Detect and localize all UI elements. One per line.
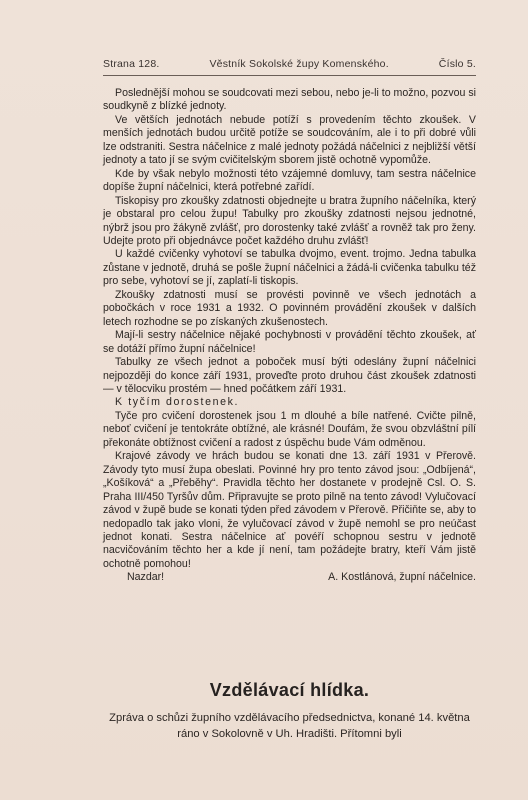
paragraph: Tiskopisy pro zkoušky zdatnosti objednejte u bratra župního náčelníka, který je obstaral pro celou župu! Tabulky pro zkoušky zdatnosti nejsou jednotné, nýbrž jsou pro žákyně zvlášť, pro dorostenky také zvlášť a rovněž tak pro ženy. Udejte proto při objednávce počet každého druhu zvlášť! bbox=[103, 194, 476, 247]
issue-number: Číslo 5. bbox=[438, 58, 476, 70]
paragraph: Tyče pro cvičení dorostenek jsou 1 m dlouhé a bíle natřené. Cvičte pilně, neboť cvičení je tentokráte obtížné, ale krásné! Doufám, že svou obzvláštní pílí překonáte obtížnost cvičení a radost z úspěchu bude Vám odměnou. bbox=[103, 409, 476, 449]
article-body bbox=[103, 87, 476, 585]
paragraph: Tabulky ze všech jednot a poboček musí býti odeslány župní náčelnici nejpozději do konce září 1931, proveďte proto druhou část zkoušek zdatnosti — v tělocviku prostém — hned počátkem září 1931. bbox=[103, 356, 476, 395]
paragraph: Mají-li sestry náčelnice nějaké pochybnosti v provádění těchto zkoušek, ať se dotáží přímo župní náčelnice! bbox=[103, 329, 476, 355]
section-intro: Zpráva o schůzi župního vzdělávacího předsednictva, konané 14. května ráno v Sokolovně v Uh. Hradišti. Přítomni byli bbox=[109, 712, 470, 740]
page-number: Strana 128. bbox=[103, 58, 160, 70]
journal-title: Věstník Sokolské župy Komenského. bbox=[209, 58, 389, 70]
subheading: K tyčím dorostenek. bbox=[115, 396, 240, 409]
signature-line bbox=[103, 571, 476, 584]
greeting: Nazdar! bbox=[127, 571, 165, 584]
paragraph: U každé cvičenky vyhotoví se tabulka dvojmo, event. trojmo. Jedna tabulka zůstane v jednotě, druhá se pošle župní náčelnici a žádá-li cvičenka tabulku též pro sebe, vyhotoví se jí, zaplatí-li tiskopis. bbox=[103, 248, 476, 288]
running-header bbox=[103, 58, 476, 70]
header-rule bbox=[103, 75, 476, 76]
paragraph: Zkoušky zdatnosti musí se provésti povinně ve všech jednotách a pobočkách v roce 1931 a 1932. O povinném provádění zkoušek v dalších letech rozhodne se po získaných zkušenostech. bbox=[103, 288, 476, 328]
paragraph: Krajové závody ve hrách budou se konati dne 13. září 1931 v Přerově. Závody tyto musí župa obeslati. Povinné hry pro tento závod jsou: „Odbíjená“, „Košíková“ a „Přeběhy“. Pravidla těchto her dostanete v prodejně Csl. O. S. Praha III/450 Tyršův dům. Připravujte se proto pilně na tento závod! Vylučovací závod v župě bude se konati týden před závodem v Přerově. Přičiňte se, aby to nedopadlo tak jako vloni, že vylučovací závod v župě nemohl se pro neúčast jednot konati. Sestra náčelnice ať povéří schopnou sestru v jednotě nacvičováním těchto her a kde jí není, tam požádejte bratry, kteří Vám jistě ochotně pomohou! bbox=[103, 450, 476, 570]
paragraph: Kde by však nebylo možnosti této vzájemné domluvy, tam sestra náčelnice dopíše župní náčelnici, která potřebné zařídí. bbox=[103, 167, 476, 194]
section-title: Vzdělávací hlídka. bbox=[209, 680, 370, 700]
paragraph: Ve větších jednotách nebude potíží s provedením těchto zkoušek. V menších jednotách budou určitě potíže se soudcováním, ale i to při dobré vůli lze odstraniti. Sestra náčelnice z malé jednoty požádá náčelnici z nejbližší větší jednoty a tato jí se svým cvičitelským sborem jistě ochotně vypomůže. bbox=[103, 113, 476, 167]
signer: A. Kostlánová, župní náčelnice. bbox=[328, 571, 476, 584]
paragraph: Poslednější mohou se soudcovati mezi sebou, nebo je-li to možno, pozvou si soudkyně z blízké jednoty. bbox=[103, 87, 476, 113]
